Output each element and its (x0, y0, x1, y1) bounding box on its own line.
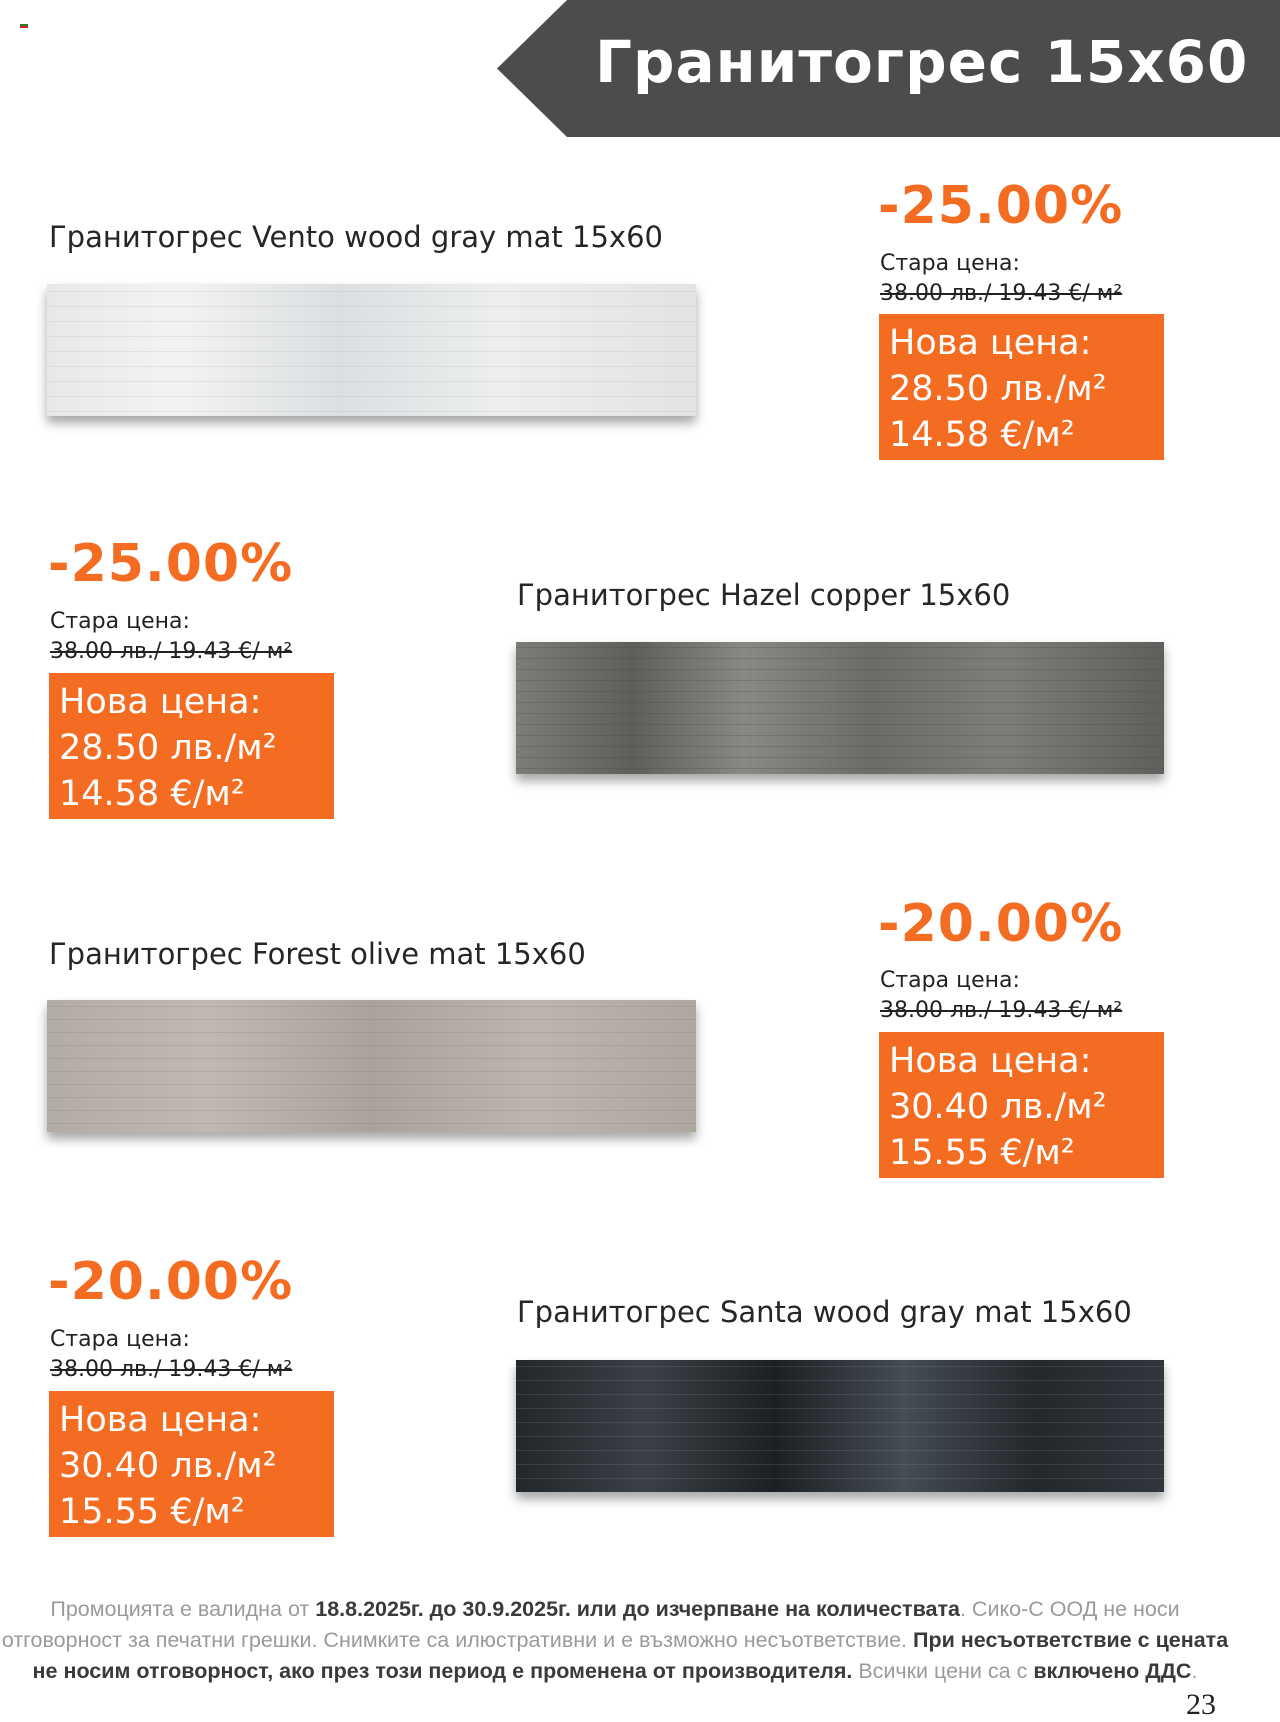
new-price-label: Нова цена: (889, 323, 1092, 363)
new-price-bgn: 30.40 лв./м² (59, 1446, 277, 1486)
product-title: Гранитогрес Santa wood gray mat 15x60 (517, 1295, 1132, 1329)
product-title: Гранитогрес Vento wood gray mat 15x60 (49, 220, 663, 254)
new-price-label: Нова цена: (59, 682, 262, 722)
disclaimer (0, 1594, 1230, 1687)
disclaimer-text: Всички цени са с (852, 1659, 1034, 1683)
new-price-bgn: 28.50 лв./м² (889, 369, 1107, 409)
disclaimer-text: . Сико-С ООД не носи отговорност за печатни грешки. Снимките са илюстративни и е възможно несъответствие. (1, 1597, 1180, 1652)
old-price-label: Стара цена: (50, 609, 190, 634)
old-price: 38.00 лв./ 19.43 €/ м² (880, 281, 1123, 306)
new-price-box (49, 673, 334, 819)
old-price-label: Стара цена: (880, 968, 1020, 993)
old-price: 38.00 лв./ 19.43 €/ м² (50, 639, 293, 664)
new-price-label: Нова цена: (889, 1041, 1092, 1081)
new-price-box (879, 1032, 1164, 1178)
discount-badge: -25.00% (878, 176, 1124, 236)
new-price-box (49, 1391, 334, 1537)
old-price: 38.00 лв./ 19.43 €/ м² (50, 1357, 293, 1382)
old-price: 38.00 лв./ 19.43 €/ м² (880, 998, 1123, 1023)
new-price-eur: 14.58 €/м² (889, 415, 1075, 455)
new-price-eur: 15.55 €/м² (889, 1133, 1075, 1173)
disclaimer-text: . (1191, 1659, 1198, 1683)
page-title: Гранитогрес 15x60 (595, 28, 1249, 96)
discount-badge: -20.00% (878, 894, 1124, 954)
product-title: Гранитогрес Hazel copper 15x60 (517, 578, 1011, 612)
old-price-label: Стара цена: (880, 251, 1020, 276)
old-price-label: Стара цена: (50, 1327, 190, 1352)
flag-icon (20, 22, 28, 28)
product-image (47, 1000, 696, 1132)
new-price-eur: 14.58 €/м² (59, 774, 245, 814)
discount-badge: -25.00% (48, 534, 294, 594)
new-price-label: Нова цена: (59, 1400, 262, 1440)
new-price-bgn: 30.40 лв./м² (889, 1087, 1107, 1127)
product-image (516, 642, 1164, 774)
disclaimer-vat: включено ДДС (1033, 1659, 1192, 1683)
page-number: 23 (1186, 1688, 1216, 1721)
product-image (47, 284, 696, 416)
new-price-eur: 15.55 €/м² (59, 1492, 245, 1532)
disclaimer-price-note: При несъответствие с цената не носим отговорност, ако през този период е променена от производителя. (32, 1628, 1229, 1683)
product-image (516, 1360, 1164, 1492)
disclaimer-text: Промоцията е валидна от (50, 1597, 316, 1621)
discount-badge: -20.00% (48, 1252, 294, 1312)
disclaimer-dates: 18.8.2025г. до 30.9.2025г. или до изчерпване на количествата (315, 1597, 960, 1621)
product-title: Гранитогрес Forest olive mat 15x60 (49, 937, 586, 971)
new-price-box (879, 314, 1164, 460)
new-price-bgn: 28.50 лв./м² (59, 728, 277, 768)
